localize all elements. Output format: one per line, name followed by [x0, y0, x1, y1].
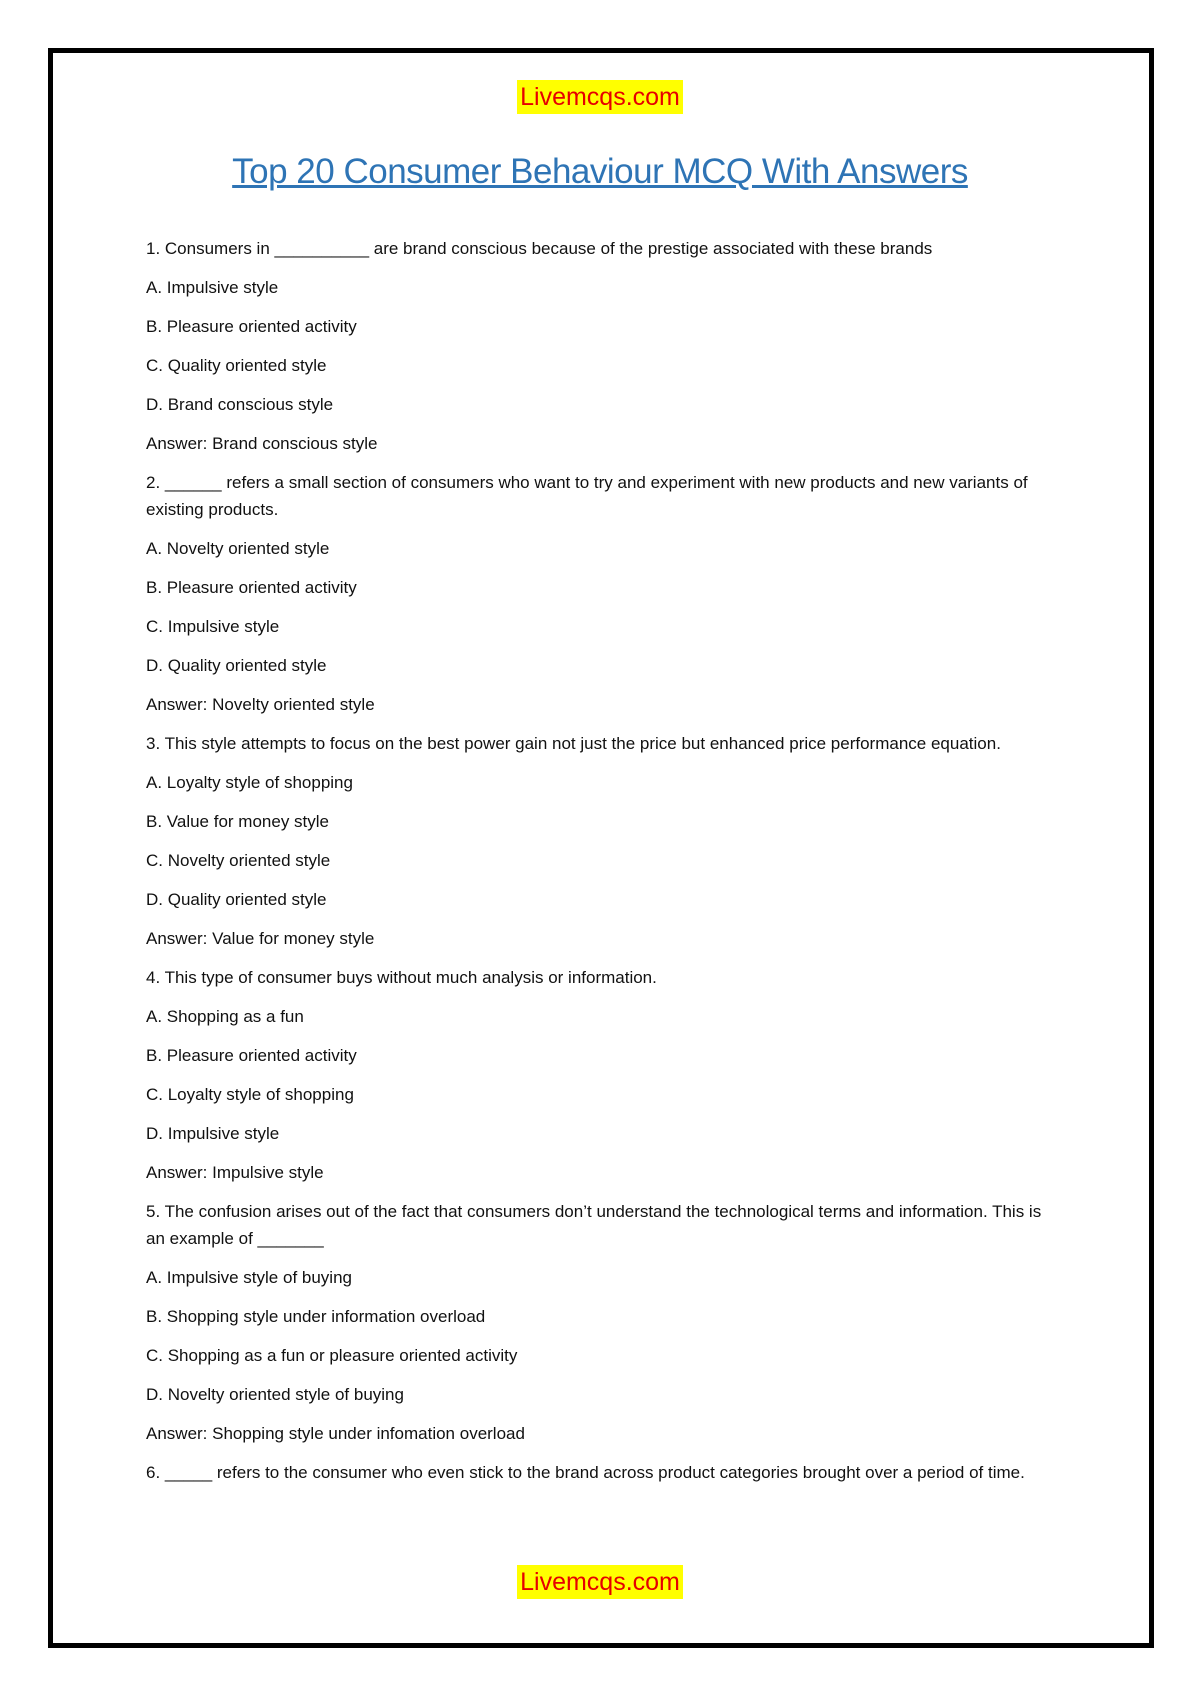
question-text: 6. _____ refers to the consumer who even stick to the brand across product categories brought over a period of time. — [146, 1463, 1025, 1482]
question-text: 3. This style attempts to focus on the best power gain not just the price but enhanced price performance equation. — [146, 734, 1001, 753]
answer: Answer: Value for money style — [146, 929, 375, 948]
question-block — [146, 235, 1051, 457]
option: D. Quality oriented style — [146, 656, 327, 675]
option: A. Loyalty style of shopping — [146, 773, 353, 792]
question-text: 4. This type of consumer buys without much analysis or information. — [146, 968, 657, 987]
option: D. Impulsive style — [146, 1124, 280, 1143]
option: C. Loyalty style of shopping — [146, 1085, 354, 1104]
option: C. Impulsive style — [146, 617, 280, 636]
option: B. Pleasure oriented activity — [146, 1046, 357, 1065]
option: A. Novelty oriented style — [146, 539, 330, 558]
question-text: 1. Consumers in __________ are brand conscious because of the prestige associated with these brands — [146, 239, 933, 258]
option: A. Shopping as a fun — [146, 1007, 304, 1026]
answer: Answer: Brand conscious style — [146, 434, 378, 453]
option: D. Quality oriented style — [146, 890, 327, 909]
answer: Answer: Impulsive style — [146, 1163, 324, 1182]
option: D. Brand conscious style — [146, 395, 334, 414]
option: B. Pleasure oriented activity — [146, 317, 357, 336]
question-list — [146, 235, 1051, 1498]
option: C. Shopping as a fun or pleasure oriented activity — [146, 1346, 518, 1365]
site-label: Livemcqs.com — [517, 80, 683, 114]
page-title: Top 20 Consumer Behaviour MCQ With Answers — [232, 152, 968, 191]
option: B. Value for money style — [146, 812, 329, 831]
answer: Answer: Novelty oriented style — [146, 695, 375, 714]
question-block — [146, 730, 1051, 952]
option: B. Shopping style under information overload — [146, 1307, 486, 1326]
option: A. Impulsive style of buying — [146, 1268, 352, 1287]
question-block — [146, 1459, 1051, 1486]
site-label: Livemcqs.com — [517, 1565, 683, 1599]
option: C. Novelty oriented style — [146, 851, 331, 870]
option: A. Impulsive style — [146, 278, 279, 297]
question-text: 5. The confusion arises out of the fact that consumers don’t understand the technological terms and information. This is an example of _______ — [146, 1202, 1042, 1248]
option: B. Pleasure oriented activity — [146, 578, 357, 597]
option: C. Quality oriented style — [146, 356, 327, 375]
question-text: 2. ______ refers a small section of consumers who want to try and experiment with new products and new variants of existing products. — [146, 473, 1028, 519]
site-footer — [0, 1565, 1200, 1599]
question-block — [146, 1198, 1051, 1447]
option: D. Novelty oriented style of buying — [146, 1385, 404, 1404]
answer: Answer: Shopping style under infomation overload — [146, 1424, 525, 1443]
question-block — [146, 964, 1051, 1186]
site-header — [0, 80, 1200, 114]
question-block — [146, 469, 1051, 718]
